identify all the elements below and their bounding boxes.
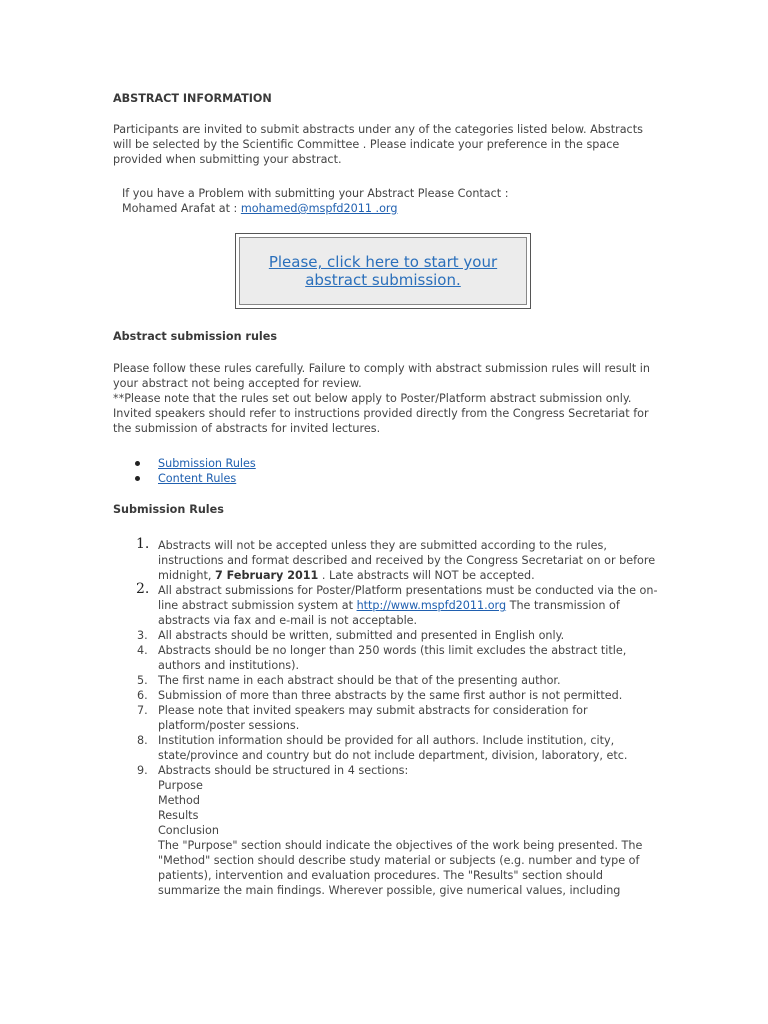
- rules-intro: [113, 361, 658, 436]
- section-links-list: [113, 456, 256, 486]
- list-item: [113, 456, 256, 471]
- rule-text: Submission of more than three abstracts by the same first author is not permitted.: [158, 689, 623, 702]
- rule-number: 1.: [136, 536, 150, 552]
- abstract-submission-rules-heading: Abstract submission rules: [113, 330, 277, 343]
- rule-item-4: [113, 643, 658, 673]
- bullet-icon: [135, 476, 140, 481]
- submission-rules-list: [113, 538, 658, 898]
- rule-text: The first name in each abstract should be that of the presenting author.: [158, 674, 561, 687]
- rule-text: Abstracts should be no longer than 250 words (this limit excludes the abstract title, authors and institutions).: [158, 644, 627, 672]
- rule-number: 5.: [137, 674, 148, 687]
- rule-number: 6.: [137, 689, 148, 702]
- rule-number: 3.: [137, 629, 148, 642]
- submission-rules-link[interactable]: Submission Rules: [158, 457, 256, 470]
- contact-email-link[interactable]: mohamed@mspfd2011 .org: [240, 202, 398, 215]
- start-submission-link[interactable]: Please, click here to start your abstract submission.: [268, 253, 498, 289]
- rule-text-tail: The "Purpose" section should indicate the objectives of the work being presented. The "Method" section should describe study material or subjects (e.g. number and type of patients), intervention and evaluation procedures. The "Results" section should summarize the main findings. Wherever possible, give numerical values, including: [158, 839, 643, 897]
- rule-item-3: [113, 628, 658, 643]
- rule-text: All abstract submissions for Poster/Platform presentations must be conducted via the on-line abstract submission system at: [158, 584, 658, 612]
- contact-prefix: Mohamed Arafat at :: [122, 202, 241, 215]
- rule-number: 9.: [137, 764, 148, 777]
- rule-text: Abstracts will not be accepted unless they are submitted according to the rules, instructions and format described and received by the Congress Secretariat on or before midnight,: [158, 539, 656, 582]
- rule-item-7: [113, 703, 658, 733]
- contact-block: [122, 186, 652, 216]
- contact-line: If you have a Problem with submitting your Abstract Please Contact :: [122, 187, 509, 200]
- submission-system-link[interactable]: http://www.mspfd2011.org: [356, 599, 507, 612]
- rule-item-5: [113, 673, 658, 688]
- abstract-information-heading: ABSTRACT INFORMATION: [113, 92, 272, 105]
- rule-item-8: [113, 733, 658, 763]
- rule-number: 2.: [136, 581, 150, 597]
- rule-item-9: [113, 763, 658, 898]
- rule-item-1: [113, 538, 658, 583]
- rule-text-tail: The transmission of abstracts via fax and e-mail is not acceptable.: [158, 599, 620, 627]
- intro-paragraph: Participants are invited to submit abstracts under any of the categories listed below. Abstracts will be selected by the Scientific Committee . Please indicate your preference in the space provided when submitting your abstract.: [113, 123, 643, 166]
- rules-intro-paragraph-2: **Please note that the rules set out below apply to Poster/Platform abstract submission only. Invited speakers should refer to instructions provided directly from the Congress Secretariat for the submission of abstracts for invited lectures.: [113, 392, 649, 435]
- section-results: Results: [158, 809, 199, 822]
- rule-number: 8.: [137, 734, 148, 747]
- bullet-icon: [135, 461, 140, 466]
- rules-intro-paragraph-1: Please follow these rules carefully. Failure to comply with abstract submission rules will result in your abstract not being accepted for review.: [113, 362, 650, 390]
- submission-rules-heading: Submission Rules: [113, 503, 224, 516]
- rule-number: 7.: [137, 704, 148, 717]
- section-purpose: Purpose: [158, 779, 203, 792]
- rule-item-2: [113, 583, 658, 628]
- contact-line-2: [122, 201, 652, 216]
- deadline-date: 7 February 2011: [215, 569, 319, 582]
- section-method: Method: [158, 794, 200, 807]
- submission-cta-box: [235, 233, 531, 309]
- rule-text: All abstracts should be written, submitted and presented in English only.: [158, 629, 565, 642]
- rule-item-6: [113, 688, 658, 703]
- rule-text: Please note that invited speakers may submit abstracts for consideration for platform/poster sessions.: [158, 704, 588, 732]
- section-conclusion: Conclusion: [158, 824, 219, 837]
- rule-text: Institution information should be provided for all authors. Include institution, city, state/province and country but do not include department, division, laboratory, etc.: [158, 734, 628, 762]
- rule-text: Abstracts should be structured in 4 sections:: [158, 764, 409, 777]
- rule-text-tail: . Late abstracts will NOT be accepted.: [318, 569, 535, 582]
- rule-number: 4.: [137, 644, 148, 657]
- list-item: [113, 471, 256, 486]
- content-rules-link[interactable]: Content Rules: [158, 472, 237, 485]
- submission-cta-inner: [239, 237, 527, 305]
